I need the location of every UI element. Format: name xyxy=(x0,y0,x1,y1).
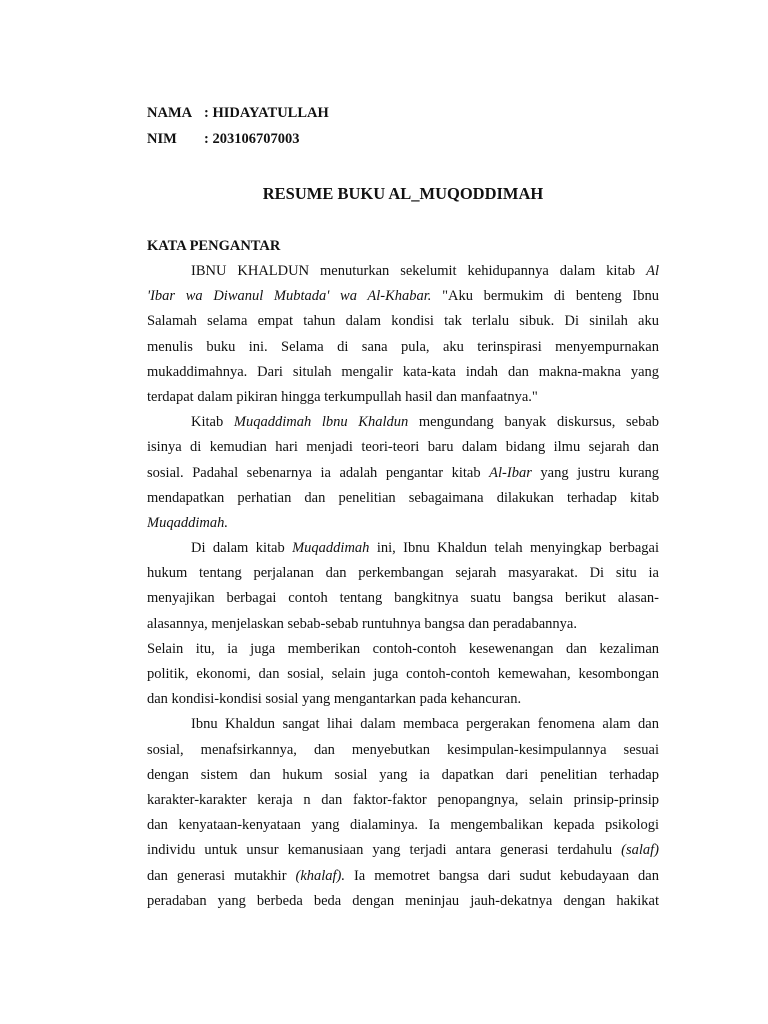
section-heading: KATA PENGANTAR xyxy=(147,238,281,254)
paragraph-4 xyxy=(147,637,659,713)
name-value: : HIDAYATULLAH xyxy=(204,105,329,121)
nim-label: NIM xyxy=(147,131,177,147)
text-line: Di dalam kitab Muqaddimah ini, Ibnu Khaldun telah menyingkap berbagai xyxy=(191,540,659,557)
text-line: mendapatkan perhatian dan penelitian sebagaimana dilakukan terhadap kitab xyxy=(147,489,659,506)
text-line: menyajikan berbagai contoh tentang bangkitnya suatu bangsa berikut alasan- xyxy=(147,590,659,607)
paragraph-5 xyxy=(147,712,659,914)
body-text xyxy=(147,259,659,914)
text-line: hukum tentang perjalanan dan perkembangan sejarah masyarakat. Di situ ia xyxy=(147,565,659,582)
student-info xyxy=(147,100,329,152)
text-line: individu untuk unsur kemanusiaan yang terjadi antara generasi terdahulu (salaf) xyxy=(147,842,659,859)
text-line: sosial. Padahal sebenarnya ia adalah pengantar kitab Al-Ibar yang justru kurang xyxy=(147,464,659,481)
text-line: Muqaddimah. xyxy=(147,514,228,531)
text-line: dan generasi mutakhir (khalaf). Ia memotret bangsa dari sudut kebudayaan dan xyxy=(147,867,659,884)
text-line: Kitab Muqaddimah lbnu Khaldun mengundang banyak diskursus, sebab xyxy=(191,414,659,431)
text-line: menulis buku ini. Selama di sana pula, aku terinspirasi menyempurnakan xyxy=(147,338,659,355)
paragraph-3 xyxy=(147,536,659,637)
paragraph-2 xyxy=(147,410,659,536)
text-line: dengan sistem dan hukum sosial yang ia dapatkan dari penelitian terhadap xyxy=(147,766,659,783)
text-line: karakter-karakter keraja n dan faktor-faktor penopangnya, selain prinsip-prinsip xyxy=(147,791,659,808)
document-title: RESUME BUKU AL_MUQODDIMAH xyxy=(262,184,544,203)
paragraph-1 xyxy=(147,259,659,410)
text-line: politik, ekonomi, dan sosial, selain juga contoh-contoh kemewahan, kesombongan xyxy=(147,666,659,682)
text-line: Salamah selama empat tahun dalam kondisi tak terlalu sibuk. Di sinilah aku xyxy=(147,313,659,330)
text-line: Ibnu Khaldun sangat lihai dalam membaca pergerakan fenomena alam dan xyxy=(191,716,659,733)
text-line: sosial, menafsirkannya, dan menyebutkan kesimpulan-kesimpulannya sesuai xyxy=(147,741,659,758)
name-label: NAMA xyxy=(147,105,193,121)
text-line: peradaban yang berbeda beda dengan meninjau jauh-dekatnya dengan hakikat xyxy=(147,892,659,909)
nim-value: : 203106707003 xyxy=(204,131,300,147)
text-line: mukaddimahnya. Dari situlah mengalir kata-kata indah dan makna-makna yang xyxy=(147,363,659,380)
text-line: dan kenyataan-kenyataan yang dialaminya. Ia mengembalikan kepada psikologi xyxy=(147,817,659,834)
nim-row xyxy=(147,126,329,152)
text-line: terdapat dalam pikiran hingga terkumpullah hasil dan manfaatnya." xyxy=(147,388,538,405)
name-row xyxy=(147,100,329,126)
text-line: alasannya, menjelaskan sebab-sebab runtuhnya bangsa dan peradabannya. xyxy=(147,615,577,632)
text-line: IBNU KHALDUN menuturkan sekelumit kehidupannya dalam kitab Al xyxy=(191,263,659,279)
text-line: isinya di kemudian hari menjadi teori-teori baru dalam bidang ilmu sejarah dan xyxy=(147,439,659,456)
text-line: dan kondisi-kondisi sosial yang mengantarkan pada kehancuran. xyxy=(147,691,522,708)
text-line: Selain itu, ia juga memberikan contoh-contoh kesewenangan dan kezaliman xyxy=(147,640,659,657)
text-line: 'Ibar wa Diwanul Mubtada' wa Al-Khabar. "Aku bermukim di benteng Ibnu xyxy=(147,288,659,305)
